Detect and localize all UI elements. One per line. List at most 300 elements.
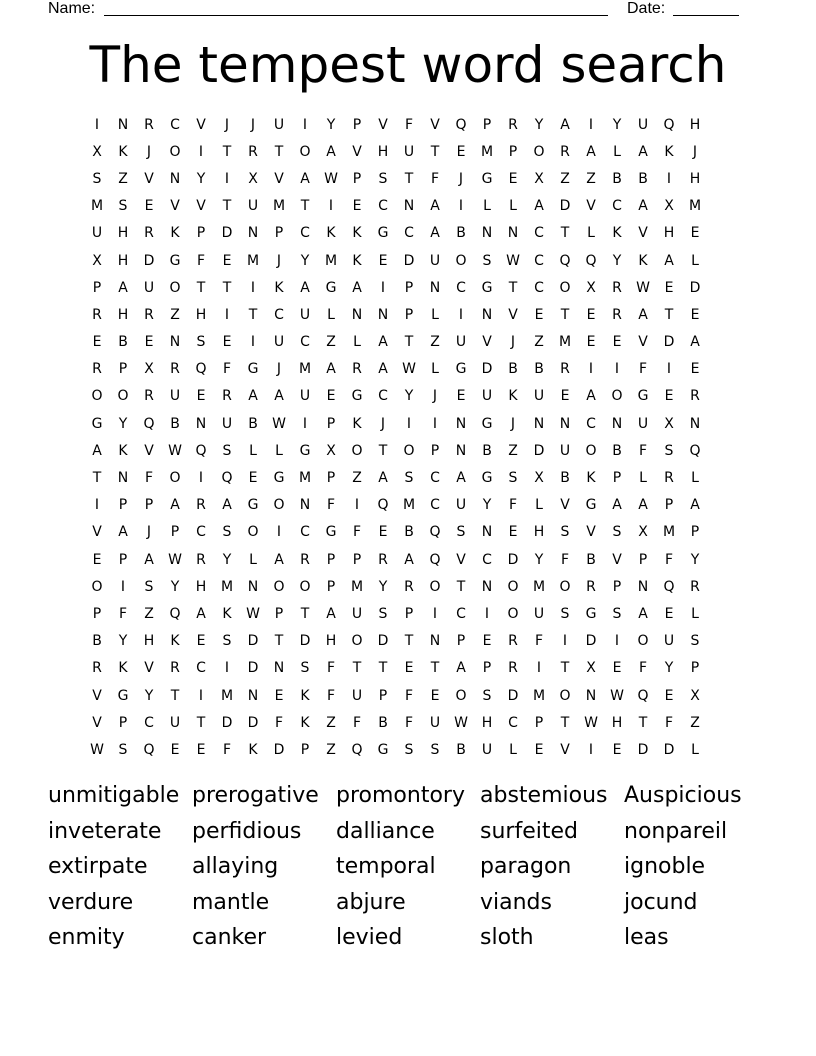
grid-letter: P [300, 741, 310, 758]
grid-letter: I [224, 306, 230, 323]
grid-letter: X [664, 415, 674, 432]
grid-letter: G [247, 361, 259, 378]
grid-letter: X [534, 470, 544, 487]
grid-letter: V [508, 306, 518, 323]
grid-letter: U [429, 714, 441, 731]
grid-letter: T [560, 660, 570, 677]
grid-letter: E [612, 660, 622, 677]
grid-letter: S [430, 741, 440, 758]
grid-letter: N [351, 306, 363, 323]
grid-letter: O [403, 442, 415, 459]
grid-letter: A [456, 470, 466, 487]
grid-letter: N [585, 687, 597, 704]
grid-letter: I [250, 334, 256, 351]
grid-letter: V [456, 551, 466, 568]
grid-letter: E [274, 687, 284, 704]
grid-letter: I [276, 524, 282, 541]
grid-letter: Q [429, 524, 441, 541]
word-bank-item: levied [336, 925, 403, 950]
word-bank-item: nonpareil [624, 818, 728, 844]
letter-grid [84, 111, 734, 764]
grid-letter: M [298, 361, 312, 378]
grid-letter: G [637, 388, 649, 405]
grid-letter: K [612, 225, 622, 242]
grid-letter: X [326, 442, 336, 459]
grid-row [84, 329, 734, 356]
grid-letter: L [613, 143, 621, 160]
grid-letter: F [404, 116, 414, 133]
grid-letter: P [534, 714, 544, 731]
grid-letter: G [585, 605, 597, 622]
grid-letter: X [92, 143, 102, 160]
grid-letter: I [614, 361, 620, 378]
grid-letter: Z [170, 306, 180, 323]
grid-letter: J [276, 361, 282, 378]
grid-letter: T [170, 687, 180, 704]
grid-letter: F [638, 361, 648, 378]
grid-letter: J [692, 143, 698, 160]
grid-letter: A [326, 605, 336, 622]
grid-letter: U [455, 334, 467, 351]
grid-letter: B [482, 442, 492, 459]
grid-letter: U [637, 415, 649, 432]
word-bank-item: enmity [48, 925, 125, 950]
grid-row [84, 546, 734, 573]
grid-letter: V [92, 714, 102, 731]
grid-letter: N [533, 415, 545, 432]
grid-letter: K [222, 605, 232, 622]
grid-letter: D [273, 741, 285, 758]
grid-letter: U [663, 633, 675, 650]
grid-letter: C [456, 605, 466, 622]
grid-letter: G [481, 279, 493, 296]
grid-letter: A [92, 442, 102, 459]
grid-letter: B [92, 633, 102, 650]
grid-letter: K [326, 225, 336, 242]
grid-letter: C [482, 551, 492, 568]
grid-letter: K [300, 687, 310, 704]
grid-letter: L [691, 470, 699, 487]
grid-letter: R [508, 633, 518, 650]
grid-letter: I [458, 198, 464, 215]
grid-letter: N [429, 279, 441, 296]
grid-letter: S [404, 470, 414, 487]
grid-letter: H [195, 306, 207, 323]
grid-letter: K [664, 143, 674, 160]
grid-letter: T [300, 198, 310, 215]
grid-letter: C [378, 388, 388, 405]
grid-letter: U [351, 605, 363, 622]
grid-letter: N [403, 198, 415, 215]
grid-letter: Z [534, 334, 544, 351]
grid-letter: K [352, 415, 362, 432]
grid-letter: A [690, 334, 700, 351]
grid-letter: N [273, 660, 285, 677]
grid-letter: N [637, 578, 649, 595]
grid-letter: T [638, 714, 648, 731]
grid-letter: D [507, 551, 519, 568]
date-label: Date: [627, 0, 666, 17]
grid-letter: V [144, 170, 154, 187]
grid-letter: X [92, 252, 102, 269]
grid-letter: X [638, 524, 648, 541]
grid-letter: C [534, 252, 544, 269]
grid-letter: Y [664, 660, 674, 677]
grid-letter: V [612, 551, 622, 568]
grid-letter: I [432, 415, 438, 432]
grid-letter: Y [222, 551, 232, 568]
grid-letter: N [455, 415, 467, 432]
grid-letter: H [663, 225, 675, 242]
grid-letter: B [248, 415, 258, 432]
grid-letter: N [455, 442, 467, 459]
grid-letter: R [690, 578, 700, 595]
grid-letter: I [588, 361, 594, 378]
grid-letter: G [299, 442, 311, 459]
grid-letter: T [378, 660, 388, 677]
grid-letter: S [222, 442, 232, 459]
grid-letter: S [92, 170, 102, 187]
grid-letter: A [586, 388, 596, 405]
grid-letter: W [402, 361, 416, 378]
grid-letter: O [507, 578, 519, 595]
grid-letter: T [560, 225, 570, 242]
grid-letter: C [170, 116, 180, 133]
grid-letter: P [638, 551, 648, 568]
grid-letter: Y [326, 116, 336, 133]
grid-letter: D [403, 252, 415, 269]
grid-letter: G [247, 497, 259, 514]
grid-letter: S [222, 524, 232, 541]
grid-letter: D [559, 198, 571, 215]
grid-letter: Y [170, 578, 180, 595]
grid-letter: T [378, 442, 388, 459]
grid-letter: O [247, 524, 259, 541]
grid-letter: V [196, 198, 206, 215]
grid-letter: R [144, 116, 154, 133]
grid-letter: O [455, 687, 467, 704]
grid-letter: H [117, 252, 129, 269]
grid-letter: U [403, 143, 415, 160]
grid-letter: Q [377, 497, 389, 514]
grid-letter: V [144, 660, 154, 677]
grid-letter: S [404, 741, 414, 758]
grid-letter: S [196, 334, 206, 351]
grid-letter: M [220, 578, 234, 595]
grid-letter: R [508, 660, 518, 677]
grid-letter: T [222, 143, 232, 160]
grid-letter: T [274, 633, 284, 650]
grid-letter: A [638, 497, 648, 514]
grid-letter: U [351, 687, 363, 704]
grid-letter: S [508, 470, 518, 487]
name-blank-line[interactable] [104, 15, 608, 16]
word-bank-item: Auspicious [624, 783, 742, 808]
grid-letter: L [691, 741, 699, 758]
grid-letter: N [429, 633, 441, 650]
grid-letter: E [196, 388, 206, 405]
grid-letter: E [482, 633, 492, 650]
grid-letter: L [535, 497, 543, 514]
grid-row [84, 138, 734, 165]
grid-letter: T [430, 143, 440, 160]
grid-letter: C [300, 334, 310, 351]
grid-letter: W [272, 415, 286, 432]
grid-letter: Q [143, 415, 155, 432]
grid-letter: E [222, 252, 232, 269]
grid-letter: I [302, 116, 308, 133]
grid-letter: F [404, 687, 414, 704]
grid-letter: I [614, 633, 620, 650]
grid-letter: Z [118, 170, 128, 187]
grid-row [84, 247, 734, 274]
grid-letter: F [638, 660, 648, 677]
grid-letter: R [508, 116, 518, 133]
grid-letter: R [222, 388, 232, 405]
grid-letter: A [430, 198, 440, 215]
grid-letter: P [144, 497, 154, 514]
grid-letter: O [117, 388, 129, 405]
grid-letter: N [169, 170, 181, 187]
grid-letter: H [611, 714, 623, 731]
grid-letter: P [664, 497, 674, 514]
grid-letter: R [404, 578, 414, 595]
grid-letter: P [612, 470, 622, 487]
grid-letter: R [300, 551, 310, 568]
grid-letter: M [480, 143, 494, 160]
grid-letter: S [144, 578, 154, 595]
grid-letter: B [170, 415, 180, 432]
grid-letter: Q [559, 252, 571, 269]
grid-letter: Y [534, 551, 544, 568]
grid-letter: Z [326, 714, 336, 731]
word-bank-item: inveterate [48, 818, 162, 844]
grid-letter: V [586, 198, 596, 215]
grid-letter: P [352, 170, 362, 187]
grid-letter: R [196, 551, 206, 568]
grid-letter: Y [612, 252, 622, 269]
grid-letter: E [664, 388, 674, 405]
grid-letter: M [90, 198, 104, 215]
grid-letter: S [612, 605, 622, 622]
word-bank-item: ignoble [624, 854, 706, 879]
grid-letter: I [380, 279, 386, 296]
grid-letter: I [536, 660, 542, 677]
grid-letter: W [168, 551, 182, 568]
grid-letter: E [430, 687, 440, 704]
grid-letter: T [560, 306, 570, 323]
grid-letter: B [456, 741, 466, 758]
grid-letter: S [222, 633, 232, 650]
grid-letter: Q [455, 116, 467, 133]
grid-letter: D [247, 714, 259, 731]
grid-letter: O [637, 633, 649, 650]
grid-letter: Y [378, 578, 388, 595]
grid-letter: P [326, 470, 336, 487]
grid-letter: I [198, 687, 204, 704]
grid-letter: A [196, 605, 206, 622]
grid-letter: A [664, 252, 674, 269]
grid-letter: A [534, 198, 544, 215]
grid-letter: Z [326, 334, 336, 351]
grid-letter: G [325, 524, 337, 541]
date-blank-line[interactable] [673, 15, 739, 16]
grid-letter: U [481, 388, 493, 405]
grid-letter: I [406, 415, 412, 432]
grid-letter: N [481, 524, 493, 541]
grid-letter: T [248, 306, 258, 323]
grid-letter: K [170, 225, 180, 242]
grid-letter: V [352, 143, 362, 160]
grid-letter: A [638, 605, 648, 622]
grid-letter: P [690, 524, 700, 541]
grid-letter: T [274, 143, 284, 160]
grid-letter: O [273, 578, 285, 595]
grid-letter: P [378, 687, 388, 704]
grid-letter: R [560, 143, 570, 160]
grid-letter: L [509, 741, 517, 758]
grid-row [84, 519, 734, 546]
grid-letter: O [611, 388, 623, 405]
grid-letter: S [664, 442, 674, 459]
grid-row [84, 301, 734, 328]
grid-letter: M [324, 252, 338, 269]
grid-letter: F [352, 714, 362, 731]
grid-letter: P [118, 361, 128, 378]
grid-row [84, 165, 734, 192]
grid-letter: A [456, 660, 466, 677]
grid-letter: K [508, 388, 518, 405]
grid-letter: R [144, 306, 154, 323]
grid-letter: L [249, 442, 257, 459]
grid-letter: G [351, 388, 363, 405]
word-bank-item: canker [192, 925, 267, 950]
grid-letter: F [326, 660, 336, 677]
grid-letter: B [404, 524, 414, 541]
grid-letter: Q [195, 361, 207, 378]
grid-letter: N [507, 225, 519, 242]
grid-letter: Q [637, 687, 649, 704]
grid-letter: Z [144, 605, 154, 622]
grid-letter: O [455, 252, 467, 269]
grid-letter: F [508, 497, 518, 514]
grid-letter: G [117, 687, 129, 704]
grid-letter: B [612, 170, 622, 187]
word-bank [48, 778, 768, 956]
grid-letter: K [118, 660, 128, 677]
grid-letter: P [170, 524, 180, 541]
grid-letter: R [664, 470, 674, 487]
grid-letter: I [94, 116, 100, 133]
grid-letter: P [482, 116, 492, 133]
grid-letter: K [118, 143, 128, 160]
grid-letter: X [586, 279, 596, 296]
grid-letter: T [404, 633, 414, 650]
grid-letter: F [560, 551, 570, 568]
grid-row [84, 356, 734, 383]
grid-letter: H [689, 170, 701, 187]
grid-letter: N [247, 578, 259, 595]
word-bank-item: leas [624, 925, 669, 950]
grid-letter: C [300, 225, 310, 242]
grid-letter: B [560, 470, 570, 487]
grid-letter: U [247, 198, 259, 215]
grid-letter: G [377, 741, 389, 758]
grid-letter: F [196, 252, 206, 269]
grid-letter: O [169, 143, 181, 160]
grid-letter: T [404, 170, 414, 187]
grid-letter: R [170, 361, 180, 378]
grid-letter: W [610, 687, 624, 704]
grid-letter: T [222, 198, 232, 215]
grid-letter: Y [612, 116, 622, 133]
grid-letter: B [456, 225, 466, 242]
word-bank-item: verdure [48, 889, 134, 915]
grid-letter: R [92, 306, 102, 323]
grid-letter: C [430, 470, 440, 487]
grid-letter: V [170, 198, 180, 215]
page-title: The tempest word search [89, 36, 727, 94]
grid-letter: W [168, 442, 182, 459]
grid-letter: P [404, 605, 414, 622]
grid-letter: W [584, 714, 598, 731]
grid-letter: Z [560, 170, 570, 187]
grid-letter: C [404, 225, 414, 242]
grid-letter: X [248, 170, 258, 187]
grid-letter: Z [690, 714, 700, 731]
grid-letter: E [612, 741, 622, 758]
grid-letter: P [326, 578, 336, 595]
grid-letter: C [196, 524, 206, 541]
grid-letter: E [664, 279, 674, 296]
grid-letter: S [378, 170, 388, 187]
grid-letter: V [586, 524, 596, 541]
grid-letter: I [198, 470, 204, 487]
grid-letter: V [430, 116, 440, 133]
grid-letter: X [664, 198, 674, 215]
grid-row [84, 628, 734, 655]
grid-letter: D [221, 714, 233, 731]
grid-letter: L [691, 252, 699, 269]
grid-letter: Y [404, 388, 414, 405]
grid-row [84, 193, 734, 220]
grid-letter: K [274, 279, 284, 296]
grid-letter: V [92, 524, 102, 541]
grid-letter: M [662, 524, 676, 541]
grid-letter: W [454, 714, 468, 731]
grid-letter: C [612, 198, 622, 215]
grid-letter: O [169, 470, 181, 487]
grid-letter: M [558, 334, 572, 351]
grid-letter: N [481, 578, 493, 595]
grid-letter: Y [118, 415, 128, 432]
grid-letter: T [404, 334, 414, 351]
grid-letter: E [586, 306, 596, 323]
grid-letter: M [220, 687, 234, 704]
grid-letter: P [274, 225, 284, 242]
grid-letter: E [690, 225, 700, 242]
grid-letter: P [352, 551, 362, 568]
grid-letter: A [430, 225, 440, 242]
grid-letter: P [326, 551, 336, 568]
word-bank-item: abstemious [480, 783, 608, 808]
grid-letter: M [402, 497, 416, 514]
grid-letter: R [144, 388, 154, 405]
grid-letter: L [431, 306, 439, 323]
grid-letter: F [352, 524, 362, 541]
grid-letter: Y [118, 633, 128, 650]
grid-letter: J [250, 116, 256, 133]
